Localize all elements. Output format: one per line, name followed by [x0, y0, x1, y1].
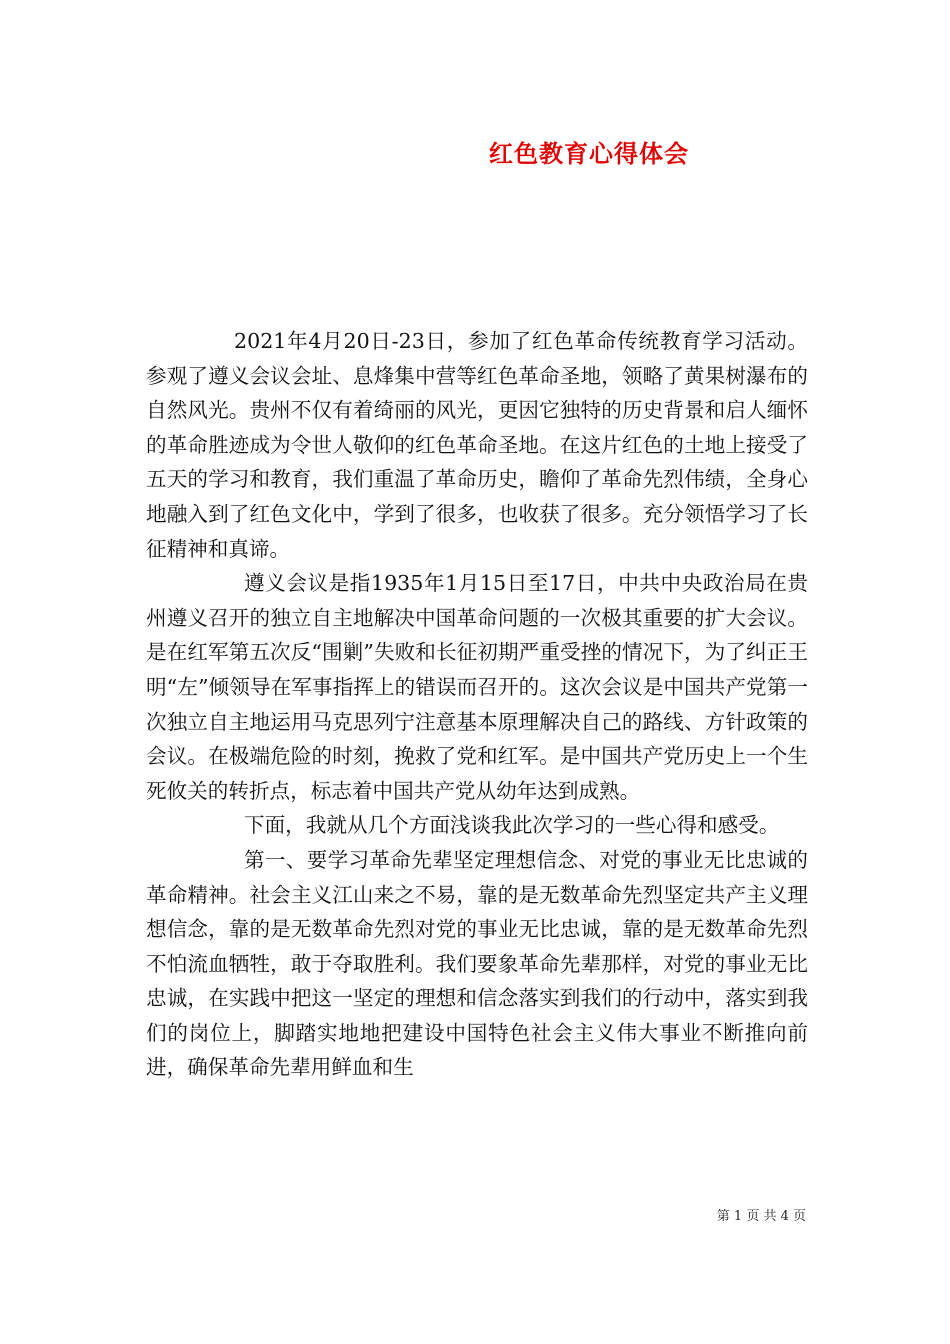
- paragraph-intro-reflections: 下面，我就从几个方面浅谈我此次学习的一些心得和感受。: [244, 813, 780, 838]
- page-number: 第 1 页 共 4 页: [716, 1209, 806, 1224]
- document-title: 红色教育心得体会: [489, 139, 689, 168]
- paragraph-study-trip: 2021年4月20日-23日，参加了红色革命传统教育学习活动。参观了遵义会议会址、息烽集中营等红色革命圣地，领略了黄果树瀑布的自然风光。贵州不仅有着绮丽的风光，更因它独特的历史背景和启人缅怀的革命胜迹成为令世人敬仰的红色革命圣地。在这片红色的土地上接受了五天的学习和教育，我们重温了革命历史，瞻仰了革命先烈伟绩，全身心地融入到了红色文化中，学到了很多，也收获了很多。充分领悟学习了长征精神和真谛。: [146, 329, 808, 561]
- document-body: [146, 324, 808, 1085]
- paragraph-zunyi-meeting: 遵义会议是指1935年1月15日至17日，中共中央政治局在贵州遵义召开的独立自主地解决中国革命问题的一次极其重要的扩大会议。是在红军第五次反“围剿”失败和长征初期严重受挫的情况下，为了纠正王明“左”倾领导在军事指挥上的错误而召开的。这次会议是中国共产党第一次独立自主地运用马克思列宁注意基本原理解决自己的路线、方针政策的会议。在极端危险的时刻，挽救了党和红军。是中国共产党历史上一个生死攸关的转折点，标志着中国共产党从幼年达到成熟。: [146, 571, 808, 803]
- paragraph-first-point: 第一、要学习革命先辈坚定理想信念、对党的事业无比忠诚的革命精神。社会主义江山来之不易，靠的是无数革命先烈坚定共产主义理想信念，靠的是无数革命先烈对党的事业无比忠诚，靠的是无数革命先烈不怕流血牺牲，敢于夺取胜利。我们要象革命先辈那样，对党的事业无比忠诚，在实践中把这一坚定的理想和信念落实到我们的行动中，落实到我们的岗位上，脚踏实地地把建设中国特色社会主义伟大事业不断推向前进，确保革命先辈用鲜血和生: [146, 847, 808, 1080]
